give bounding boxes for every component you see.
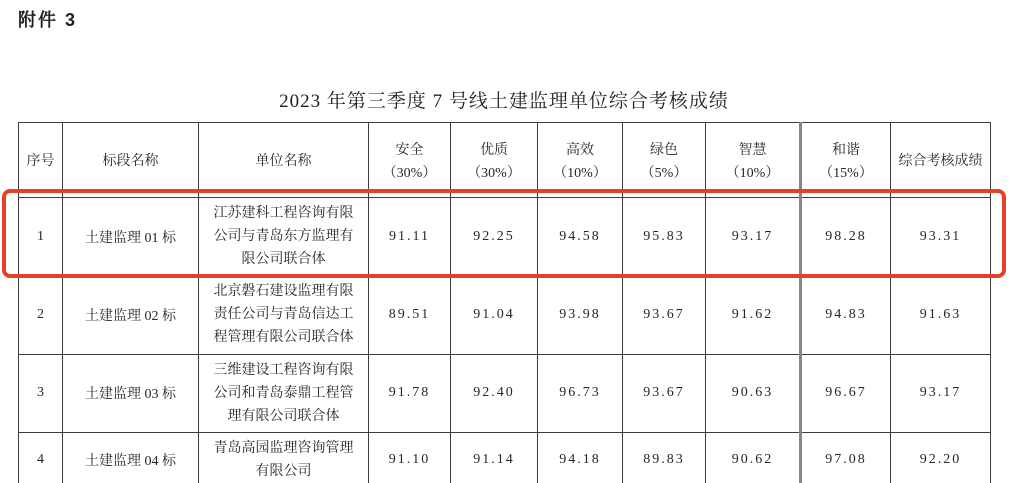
cell-section: 土建监理 04 标 [63,432,199,483]
header-weight: （30%） [467,165,521,181]
cell-quality: 92.25 [451,198,538,276]
cell-harmony: 97.08 [801,432,891,483]
cell-company: 北京磐石建设监理有限责任公司与青岛信达工程管理有限公司联合体 [199,276,369,354]
header-label: 优质 [480,142,508,158]
cell-efficiency: 94.58 [538,198,623,276]
cell-efficiency: 93.98 [538,276,623,354]
header-weight: （30%） [382,165,437,181]
cell-overall: 93.17 [891,354,991,432]
header-label: 安全 [395,142,424,158]
cell-safety: 91.10 [369,432,451,483]
table-row [19,354,991,432]
header-efficiency [538,123,623,198]
header-section [63,123,199,198]
header-smart [706,123,801,198]
table-row [19,432,991,483]
header-safety [369,123,451,198]
header-quality [451,123,538,198]
cell-section: 土建监理 02 标 [63,276,199,354]
cell-seq: 1 [19,198,63,276]
header-label: 综合考核成绩 [898,154,983,169]
cell-green: 95.83 [623,198,706,276]
cell-company: 三维建设工程咨询有限公司和青岛泰鼎工程管理有限公司联合体 [199,354,369,432]
cell-green: 89.83 [623,432,706,483]
header-label: 高效 [566,142,594,158]
cell-seq: 2 [19,276,63,354]
cell-smart: 90.62 [706,432,801,483]
header-label: 智慧 [738,142,767,158]
cell-green: 93.67 [623,276,706,354]
cell-seq: 4 [19,432,63,483]
cell-section: 土建监理 01 标 [63,198,199,276]
cell-overall: 92.20 [891,432,991,483]
cell-efficiency: 96.73 [538,354,623,432]
cell-harmony: 96.67 [801,354,891,432]
header-label: 绿色 [650,142,678,158]
cell-company: 青岛高园监理咨询管理有限公司 [199,432,369,483]
cell-company: 江苏建科工程咨询有限公司与青岛东方监理有限公司联合体 [199,198,369,276]
header-label: 单位名称 [255,154,312,169]
cell-overall: 91.63 [891,276,991,354]
header-label: 标段名称 [102,154,159,169]
cell-harmony: 98.28 [801,198,891,276]
cell-smart: 91.62 [706,276,801,354]
table-row [19,276,991,354]
header-label: 和谐 [832,142,860,158]
header-weight: （10%） [553,165,607,181]
header-harmony [801,123,891,198]
cell-efficiency: 94.18 [538,432,623,483]
header-seq [19,123,63,198]
header-weight: （10%） [725,165,780,181]
cell-quality: 91.04 [451,276,538,354]
header-weight: （15%） [819,165,873,181]
cell-overall: 93.31 [891,198,991,276]
attachment-label: 附件 3 [18,10,78,30]
cell-safety: 91.11 [369,198,451,276]
header-overall [891,123,991,198]
table-header-row [19,123,991,198]
cell-quality: 91.14 [451,432,538,483]
cell-harmony: 94.83 [801,276,891,354]
cell-section: 土建监理 03 标 [63,354,199,432]
score-table [18,122,991,483]
table-row [19,198,991,276]
cell-quality: 92.40 [451,354,538,432]
page-title: 2023 年第三季度 7 号线土建监理单位综合考核成绩 [279,91,729,112]
cell-green: 93.67 [623,354,706,432]
header-company [199,123,369,198]
header-label: 序号 [26,154,55,169]
header-green [623,123,706,198]
cell-safety: 89.51 [369,276,451,354]
header-weight: （5%） [640,165,688,181]
cell-seq: 3 [19,354,63,432]
cell-safety: 91.78 [369,354,451,432]
cell-smart: 93.17 [706,198,801,276]
cell-smart: 90.63 [706,354,801,432]
